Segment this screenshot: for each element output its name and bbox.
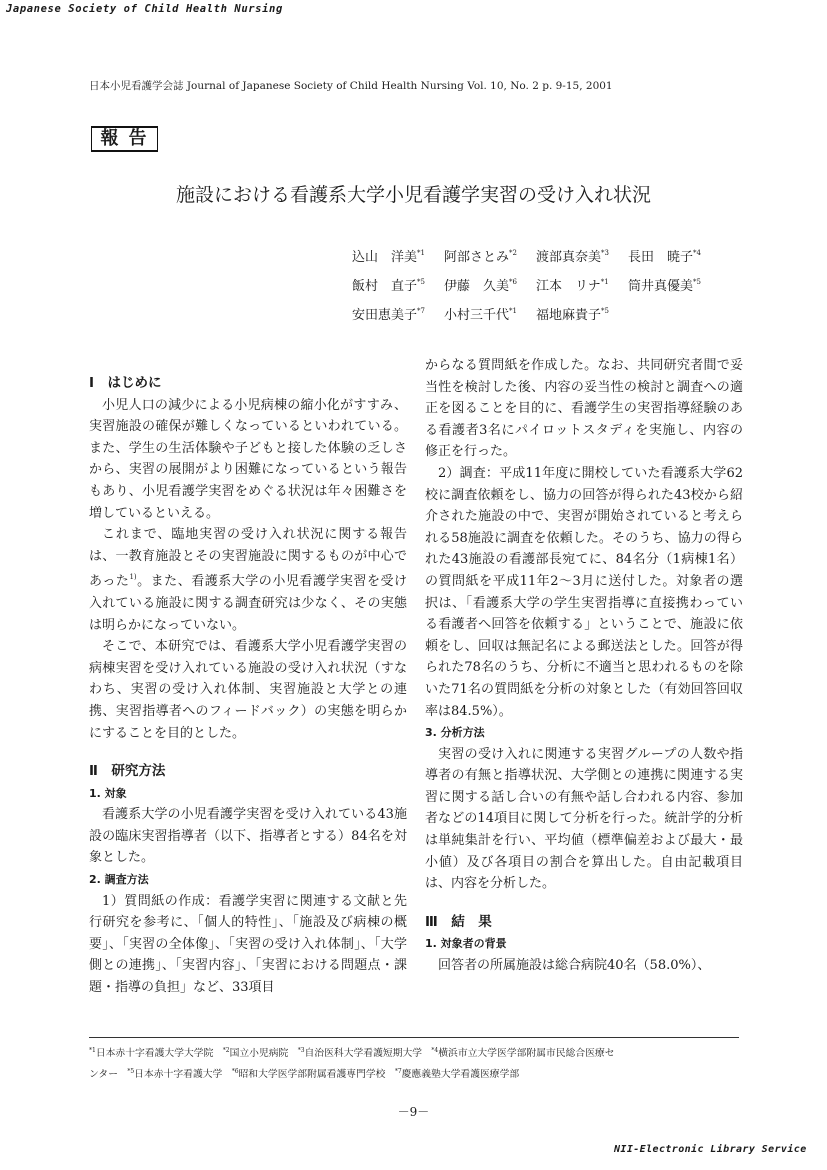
paragraph: 回答者の所属施設は総合病院40名（58.0%）、 [438,958,711,974]
footnote: $^{*3}$自治医科大学看護短期大学 [297,1047,423,1059]
author: 長田 暁子$^{*4}$ [628,249,701,265]
journal-citation: 日本小児看護学会誌 Journal of Japanese Society of Child Health Nursing Vol. 10, No. 2 p. 9-15, 2001 [89,80,613,92]
footnote-line [89,1042,749,1063]
footnote: $^{*7}$慶應義塾大学看護医療学部 [394,1068,520,1080]
section-heading-methods: Ⅱ 研究方法 [89,763,166,780]
section-heading-results: Ⅲ 結 果 [425,913,492,930]
author: 伊藤 久美$^{*6}$ [444,278,517,294]
footnote: $^{*4}$横浜市立大学医学部附属市民総合医療セ [431,1047,615,1059]
author: 江本 リナ$^{*1}$ [536,278,609,294]
paragraph: これまで、臨地実習の受け入れ状況に関する報告は、一教育施設とその実習施設に関するものが中心であった$^{1)}$。また、看護系大学の小児看護学実習を受け入れている施設に関する調査研究は少なく、その実態は明らかになっていない。 [89,527,407,633]
footnote-line: ンター $^{*5}$日本赤十字看護大学 $^{*6}$昭和大学医学部附属看護専門学校 $^{*7}$慶應義塾大学看護医療学部 [89,1068,520,1080]
body-column-left [89,355,407,999]
subsection-heading-subjects: 1. 対象 [89,786,127,800]
footnote: $^{*1}$日本赤十字看護大学大学院 [89,1047,214,1059]
article-type-label: 報告 [91,126,158,152]
paragraph: 2）調査：平成11年度に開校していた看護系大学62校に調査依頼をし、協力の回答が得られた43校から紹介された施設の中で、実習が開始されていると考えられる58施設に調査を依頼した。そのうち、協力の得られた43施設の看護部長宛てに、84名分（1病棟1名）の質問紙を平成11年2～3月に送付した。対象者の選択は、「看護系大学の学生実習指導に直接携わっている看護者へ回答を依頼する」ということで、施設に依頼をし、回収は無記名による郵送法とした。回答が得られた78名のうち、分析に不適当と思われるものを除いた71名の質問紙を分析の対象とした（有効回答回収率は84.5%）。 [425,465,743,719]
body-column-right [425,355,743,977]
footnote-divider [89,1037,739,1038]
author: 阿部さとみ$^{*2}$ [444,249,517,265]
subsection-heading-analysis: 3. 分析方法 [425,726,485,740]
author: 飯村 直子$^{*5}$ [352,278,425,294]
subsection-heading-survey-method: 2. 調査方法 [89,873,149,887]
footnote: $^{*6}$昭和大学医学部附属看護専門学校 [231,1068,386,1080]
author-row [352,241,720,270]
footnote: $^{*2}$国立小児病院 [222,1047,289,1059]
author: 込山 洋美$^{*1}$ [352,249,425,265]
paragraph: 看護系大学の小児看護学実習を受け入れている43施設の臨床実習指導者（以下、指導者とする）84名を対象とした。 [89,807,407,866]
author-list [352,241,720,328]
author: 福地麻貴子$^{*5}$ [536,307,609,323]
page-number: －9－ [397,1105,430,1119]
section-heading-introduction: Ⅰ はじめに [89,375,162,391]
author: 安田恵美子$^{*7}$ [352,307,425,323]
paragraph: 1）質問紙の作成：看護学実習に関連する文献と先行研究を参考に、「個人的特性」、「施設及び病棟の概要」、「実習の全体像」、「実習の受け入れ体制」、「大学側との連携」、「実習内容」、「実習における問題点・課題・指導の負担」など、33項目 [89,893,407,996]
paragraph: 小児人口の減少による小児病棟の縮小化がすすみ、実習施設の確保が難しくなっているといわれている。また、学生の生活体験や子どもと接した体験の乏しさから、実習の展開がより困難になっているという報告もあり、小児看護学実習をめぐる状況は年々困難さを増しているといえる。 [89,397,407,521]
author-row [352,299,720,328]
author: 筒井真優美$^{*5}$ [628,278,701,294]
reference-mark: 1) [129,573,137,582]
author: 小村三千代$^{*1}$ [444,307,517,323]
article-title: 施設における看護系大学小児看護学実習の受け入れ状況 [175,184,651,206]
footnotes [89,1042,749,1084]
footnote: $^{*5}$日本赤十字看護大学 [127,1068,223,1080]
subsection-heading-background: 1. 対象者の背景 [425,937,507,951]
paragraph-continuation: からなる質問紙を作成した。なお、共同研究者間で妥当性を検討した後、内容の妥当性の検討と調査への適正を図ることを目的に、看護学生の実習指導経験のある看護者3名にパイロットスタディを実施し、内容の修正を行った。 [425,358,743,460]
paragraph: そこで、本研究では、看護系大学小児看護学実習の病棟実習を受け入れている施設の受け入れ状況（すなわち、実習の受け入れ体制、実習施設と大学との連携、実習指導者へのフィードバック）の実態を明らかにすることを目的とした。 [89,639,407,741]
paragraph: 実習の受け入れに関連する実習グループの人数や指導者の有無と指導状況、大学側との連携に関連する実習に関する話し合いの有無や話し合われる内容、参加者などの14項目に関して分析を行った。統計学的分析は単純集計を行い、平均値（標準偏差および最大・最小値）及び各項目の割合を算出した。自由記載項目は、内容を分析した。 [425,746,743,892]
journal-society-header: Japanese Society of Child Health Nursing [6,3,283,15]
author-row [352,270,720,299]
author: 渡部真奈美$^{*3}$ [536,249,609,265]
library-service-footer: NII-Electronic Library Service [614,1144,807,1155]
